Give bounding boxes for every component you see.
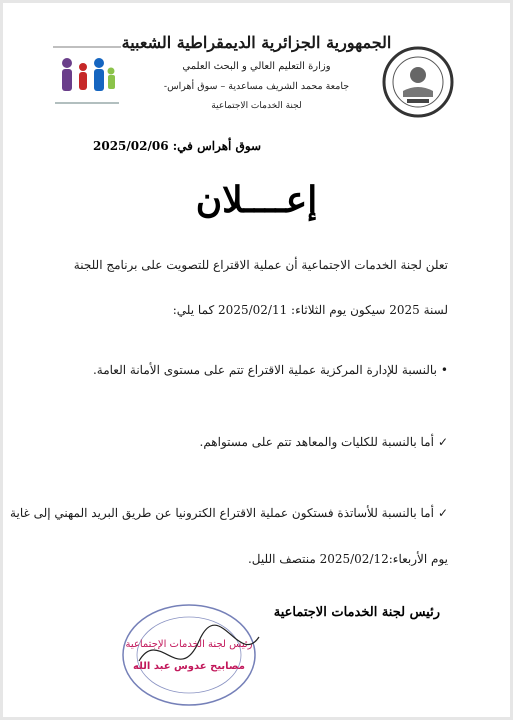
committee-heading: لجنة الخدمات الاجتماعية [211, 101, 302, 111]
signature-title: رئيس لجنة الخدمات الاجتماعية [273, 605, 440, 620]
stamp-line-2: مصابيح عدوس عبد الله [133, 661, 245, 672]
bullet-text: أما بالنسبة للكليات والمعاهد تتم على مستواهم. [199, 435, 434, 449]
place-date: سوق أهراس في: 2025/02/06 [93, 139, 262, 153]
body-line-2: لسنة 2025 سيكون يوم الثلاثاء: 2025/02/11 كما يلي: [172, 303, 448, 317]
bullet-item-central-admin [93, 363, 448, 377]
bullet-item-professors [10, 506, 448, 520]
checkmark-icon: ✓ [437, 435, 448, 449]
ministry-heading: وزارة التعليم العالي و البحث العلمي [182, 61, 331, 72]
university-heading: جامعة محمد الشريف مساعدية – سوق أهراس- [163, 81, 350, 92]
official-stamp [119, 597, 269, 717]
document-page [3, 3, 510, 717]
republic-heading: الجمهورية الجزائرية الديمقراطية الشعبية [121, 33, 392, 52]
bullet-text: أما بالنسبة للأساتذة فستكون عملية الاقتراع الكترونيا عن طريق البريد المهني إلى غاية [10, 506, 434, 520]
announcement-title: إعــــلان [195, 179, 318, 221]
bullet-item-faculties [200, 435, 449, 449]
body-line-3: يوم الأربعاء:2025/02/12 منتصف الليل. [247, 552, 448, 566]
bullet-text: بالنسبة للإدارة المركزية عملية الاقتراع تتم على مستوى الأمانة العامة. [92, 363, 437, 377]
checkmark-icon: ✓ [437, 506, 448, 520]
bullet-dot-icon: • [440, 363, 448, 377]
body-line-1: تعلن لجنة الخدمات الاجتماعية أن عملية الاقتراع للتصويت على برنامج اللجنة [73, 258, 448, 272]
stamp-line-1: رئيس لجنة الخدمات الإجتماعية [125, 639, 253, 650]
